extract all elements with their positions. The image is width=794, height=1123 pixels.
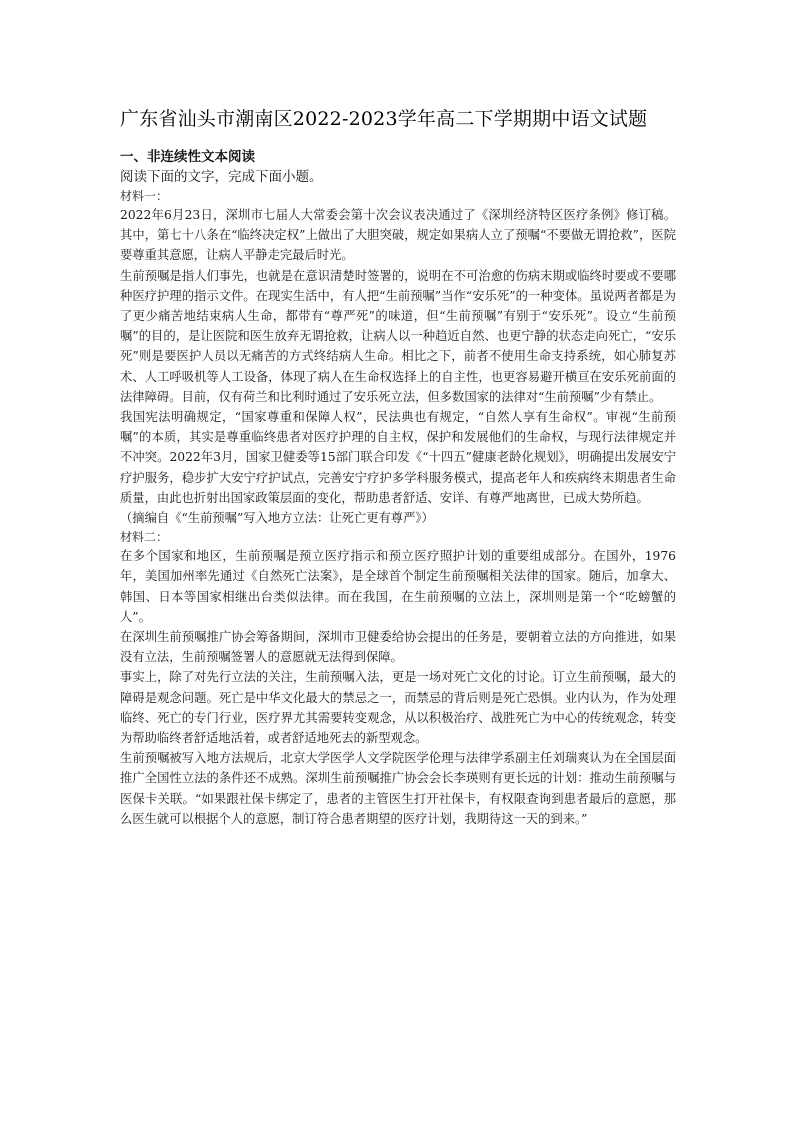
material-two-label: 材料二： [120,530,169,545]
material-one-source: （摘编自《“生前预嘱”写入地方立法：让死亡更有尊严》） [120,511,434,526]
material-two-paragraph: 在深圳生前预嘱推广协会筹备期间，深圳市卫健委给协会提出的任务是，要朝着立法的方向推进，如果没有立法，生前预嘱签署人的意愿就无法得到保障。 [120,630,676,665]
material-one-paragraph: 2022年6月23日，深圳市七届人大常委会第十次会议表决通过了《深圳经济特区医疗条例》修订稿。其中，第七十八条在“临终决定权”上做出了大胆突破，规定如果病人立了预嘱“不要做无谓抢救”，医院要尊重其意愿，让病人平静走完最后时光。 [120,208,676,263]
material-two-paragraph: 在多个国家和地区，生前预嘱是预立医疗指示和预立医疗照护计划的重要组成部分。在国外，1976年，美国加州率先通过《自然死亡法案》，是全球首个制定生前预嘱相关法律的国家。随后，加拿大、韩国、日本等国家相继出台类似法律。而在我国，在生前预嘱的立法上，深圳则是第一个“吃螃蟹的人”。 [120,549,676,624]
document-title: 广东省汕头市潮南区2022-2023学年高二下学期期中语文试题 [120,108,648,130]
material-two-paragraph: 生前预嘱被写入地方法规后，北京大学医学人文学院医学伦理与法律学系副主任刘瑞爽认为在全国层面推广全国性立法的条件还不成熟。深圳生前预嘱推广协会会长李瑛则有更长远的计划：推动生前预嘱与医保卡关联。“如果跟社保卡绑定了，患者的主管医生打开社保卡，有权限查询到患者最后的意愿，那么医生就可以根据个人的意愿，制订符合患者期望的医疗计划，我期待这一天的到来。” [120,751,676,826]
reading-instruction: 阅读下面的文字，完成下面小题。 [120,169,323,185]
document-page [120,96,676,829]
material-two-paragraph: 事实上，除了对先行立法的关注，生前预嘱入法，更是一场对死亡文化的讨论。订立生前预嘱，最大的障碍是观念问题。死亡是中华文化最大的禁忌之一，而禁忌的背后则是死亡恐惧。业内认为，作为处理临终、死亡的专门行业，医疗界尤其需要转变观念，从以积极治疗、战胜死亡为中心的传统观念，转变为帮助临终者舒适地活着，或者舒适地死去的新型观念。 [120,670,676,746]
material-one-label: 材料一： [120,189,169,203]
section-heading: 一、非连续性文本阅读 [120,149,255,165]
material-one-paragraph: 生前预嘱是指人们事先，也就是在意识清楚时签署的，说明在不可治愈的伤病末期或临终时要或不要哪种医疗护理的指示文件。在现实生活中，有人把“生前预嘱”当作“安乐死”的一种变体。虽说两者都是为了更少痛苦地结束病人生命，都带有“尊严死”的味道，但“生前预嘱”有别于“安乐死”。设立“生前预嘱”的目的，是让医院和医生放弃无谓抢救，让病人以一种趋近自然、也更宁静的状态走向死亡，“安乐死”则是要医护人员以无痛苦的方式终结病人生命。相比之下，前者不使用生命支持系统，如心肺复苏术、人工呼吸机等人工设备，体现了病人在生命权选择上的自主性，也更容易避开横亘在安乐死前面的法律障碍。目前，仅有荷兰和比利时通过了安乐死立法，但多数国家的法律对“生前预嘱”少有禁止。 [120,268,676,404]
material-one-paragraph: 我国宪法明确规定，“国家尊重和保障人权”，民法典也有规定，“自然人享有生命权”。审视“生前预嘱”的本质，其实是尊重临终患者对医疗护理的自主权，保护和发展他们的生命权，与现行法律规定并不冲突。2022年3月，国家卫健委等15部门联合印发《“十四五”健康老龄化规划》，明确提出发展安宁疗护服务，稳步扩大安宁疗护试点，完善安宁疗护多学科服务模式，提高老年人和疾病终末期患者生命质量，由此也折射出国家政策层面的变化，帮助患者舒适、安详、有尊严地离世，已成大势所趋。 [120,410,676,505]
